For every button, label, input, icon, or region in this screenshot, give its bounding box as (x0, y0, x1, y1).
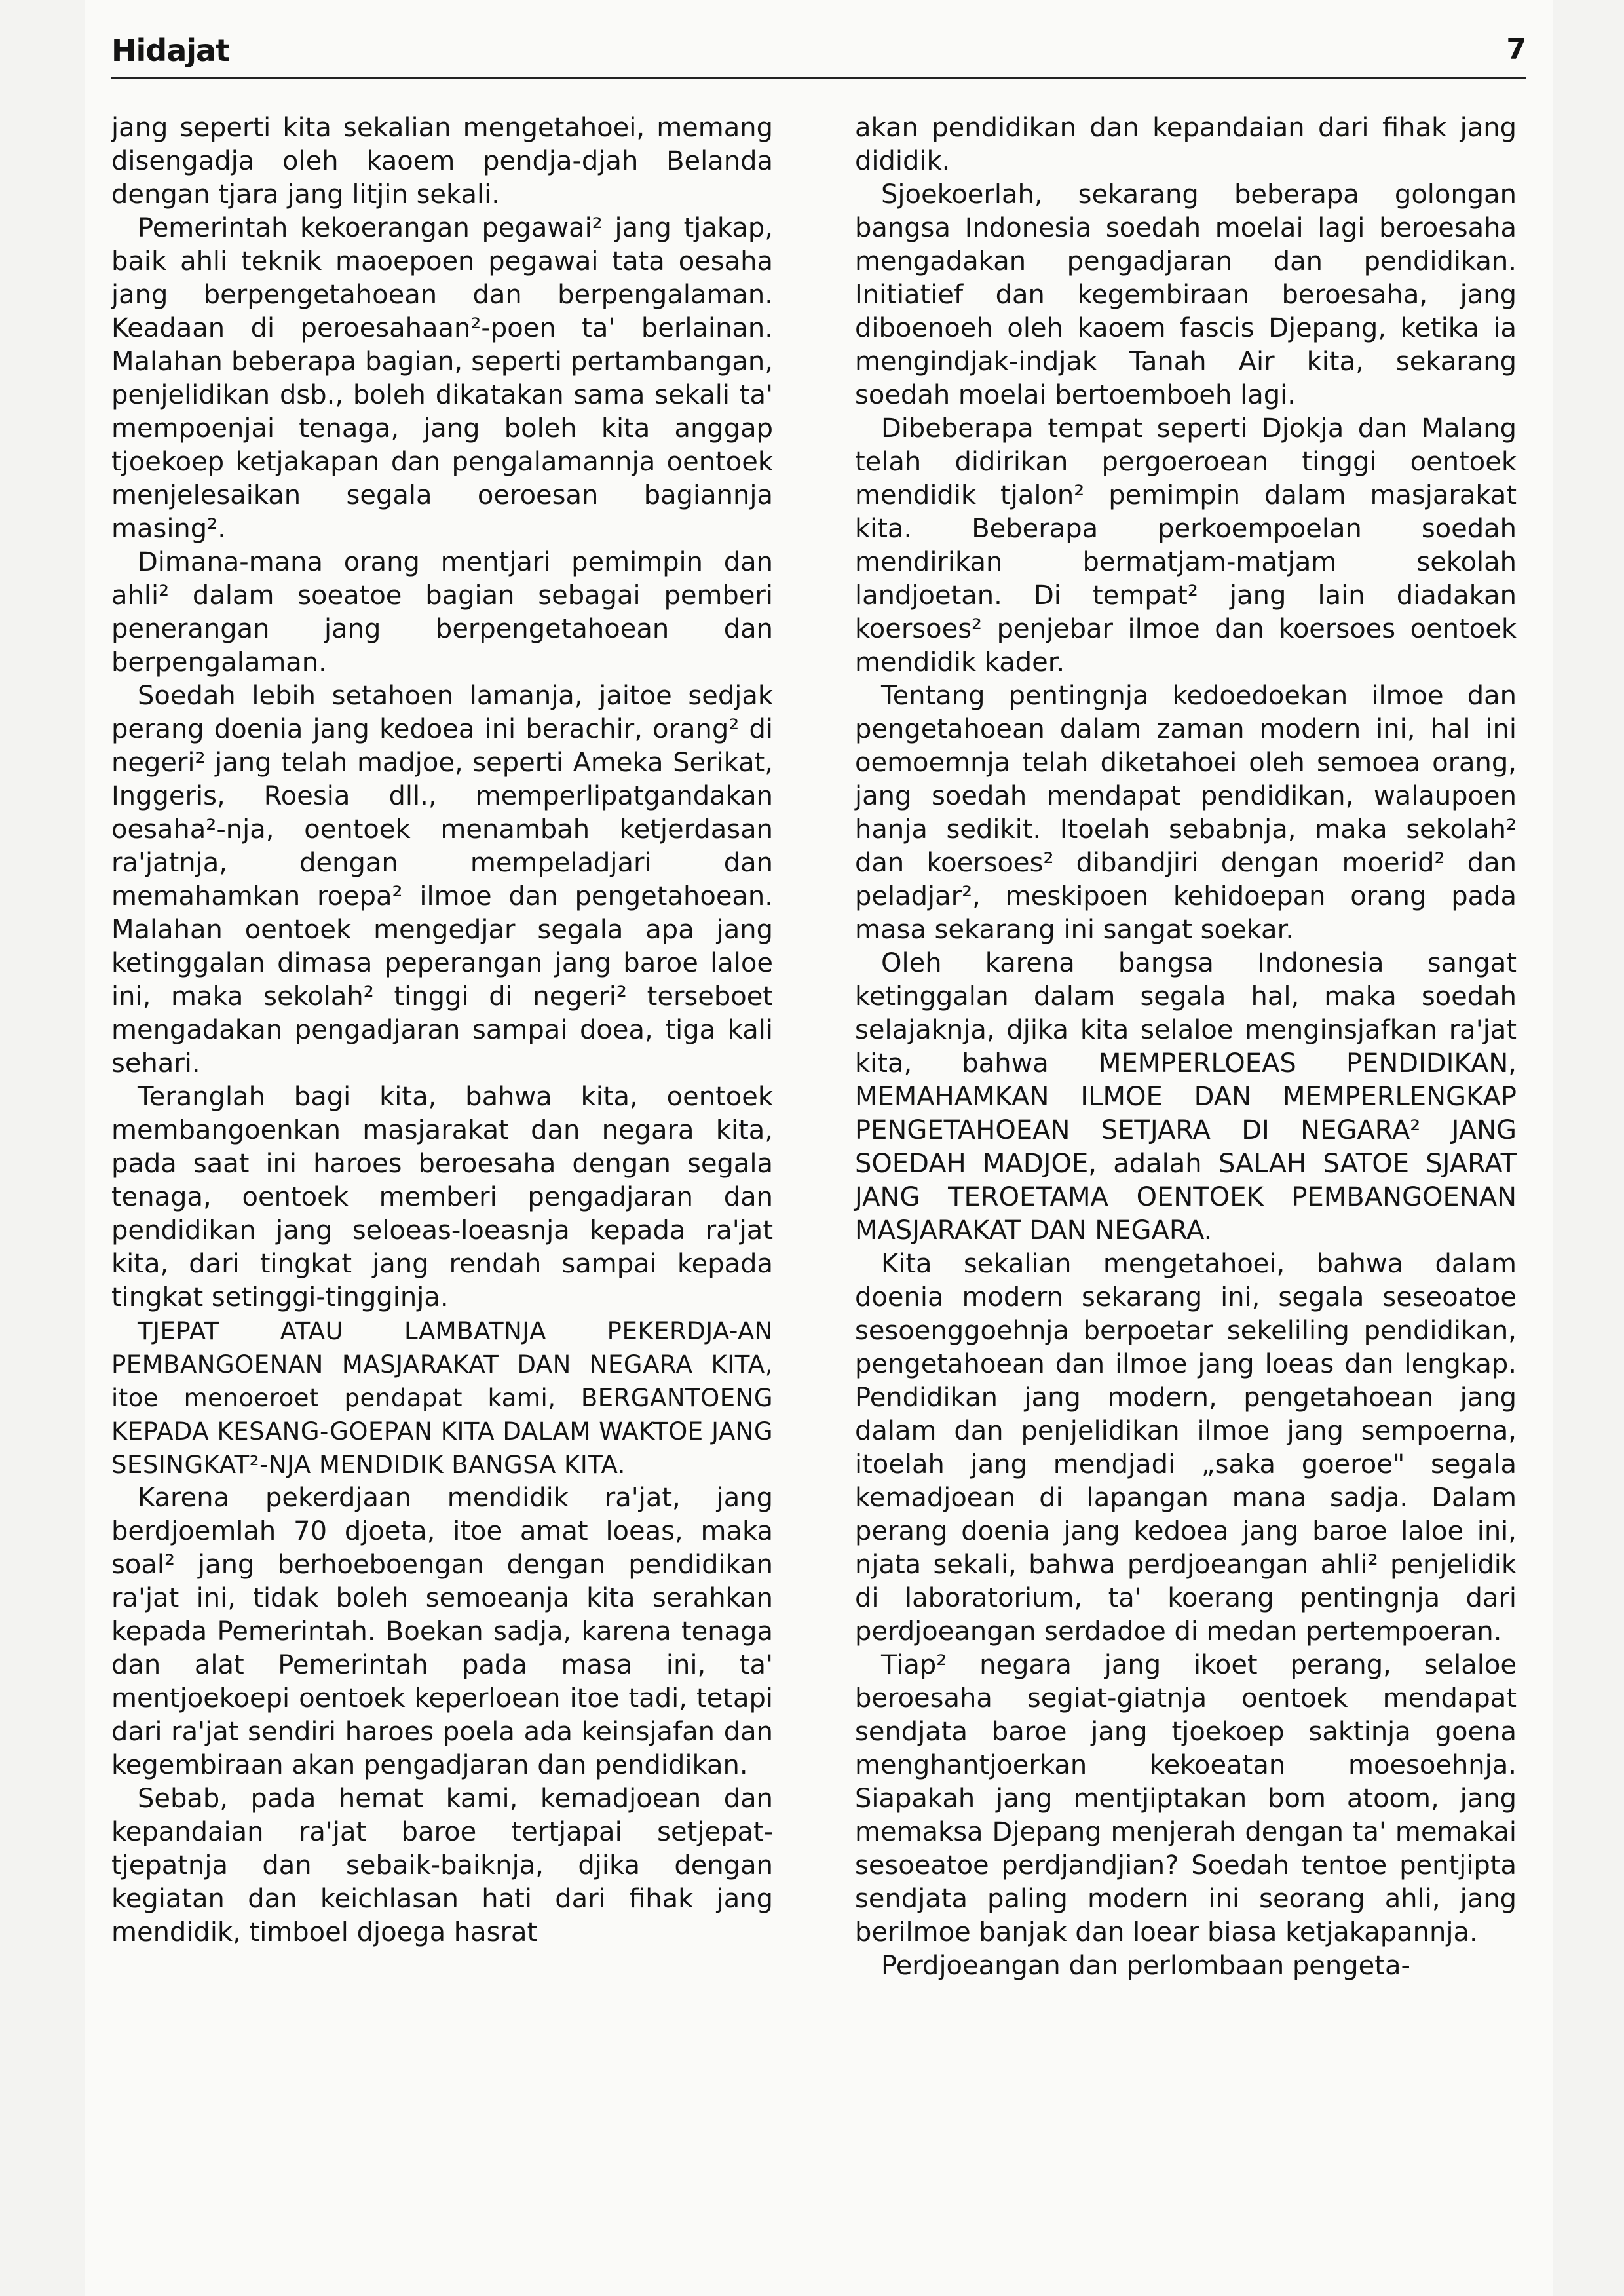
paragraph: Pemerintah kekoerangan pegawai² jang tjakap, baik ahli teknik maoepoen pegawai tata oesaha jang berpengetahoean dan berpengalaman. Keadaan di peroesahaan²-poen ta' berlainan. Malahan beberapa bagian, seperti pertambangan, penjelidikan dsb., boleh dikatakan sama sekali ta' mempoenjai tenaga, jang boleh kita anggap tjoekoep ketjakapan dan pengalamannja oentoek menjelesaikan segala oeroesan bagiannja masing². (111, 213, 773, 544)
paragraph: Tentang pentingnja kedoedoekan ilmoe dan pengetahoean dalam zaman modern ini, hal ini oemoemnja telah diketahoei oleh semoea orang, jang soedah mendapat pendidikan, walaupoen hanja sedikit. Itoelah sebabnja, maka sekolah² dan koersoes² dibandjiri dengan moerid² dan peladjar², meskipoen kehidoepan orang pada masa sekarang ini sangat soekar. (855, 681, 1517, 945)
header-rule (111, 77, 1526, 79)
paragraph: Sebab, pada hemat kami, kemadjoean dan kepandaian ra'jat baroe tertjapai setjepat-tjepatnja dan sebaik-baiknja, djika dengan kegiatan dan keichlasan hati dari fihak jang mendidik, timboel djoega hasrat (111, 1784, 773, 1947)
paragraph: Kita sekalian mengetahoei, bahwa dalam doenia modern sekarang ini, segala seseoatoe sesoenggoehnja berpoetar sekeliling pendidikan, pengetahoean dan ilmoe jang loeas dan lengkap. Pendidikan jang modern, pengetahoean jang dalam dan penjelidikan ilmoe jang sempoerna, itoelah jang mendjadi „saka goeroe" segala kemadjoean di lapangan mana sadja. Dalam perang doenia jang kedoea jang baroe laloe ini, njata sekali, bahwa perdjoeangan ahli² penjelidik di laboratorium, ta' koerang pentingnja dari perdjoeangan serdadoe di medan pertempoeran. (855, 1249, 1517, 1647)
page-number: 7 (1506, 33, 1526, 66)
paragraph: akan pendidikan dan kepandaian dari fihak jang dididik. (855, 113, 1517, 176)
page-header (111, 33, 1526, 79)
paragraph: jang seperti kita sekalian mengetahoei, memang disengadja oleh kaoem pendja-djah Belanda dengan tjara jang litjin sekali. (111, 113, 773, 210)
publication-title: Hidajat (111, 33, 230, 68)
paragraph: Karena pekerdjaan mendidik ra'jat, jang berdjoemlah 70 djoeta, itoe amat loeas, maka soal² jang berhoeboengan dengan pendidikan ra'jat ini, tidak boleh semoeanja kita serahkan kepada Pemerintah. Boekan sadja, karena tenaga dan alat Pemerintah pada masa ini, ta' mentjoekoepi oentoek keperloean itoe tadi, tetapi dari ra'jat sendiri haroes poela ada keinsjafan dan kegembiraan akan pengadjaran dan pendidikan. (111, 1483, 773, 1780)
left-column (111, 111, 773, 1949)
paragraph: Perdjoeangan dan perlombaan pengeta- (881, 1951, 1410, 1981)
paragraph: Dibeberapa tempat seperti Djokja dan Malang telah didirikan pergoeroean tinggi oentoek mendidik tjalon² pemimpin dalam masjarakat kita. Beberapa perkoempoelan soedah mendirikan bermatjam-matjam sekolah landjoetan. Di tempat² jang lain diadakan koersoes² penjebar ilmoe dan koersoes oentoek mendidik kader. (855, 413, 1517, 678)
paragraph: Sjoekoerlah, sekarang beberapa golongan bangsa Indonesia soedah moelai lagi beroesaha mengadakan pengadjaran dan pendidikan. Initiatief dan kegembiraan beroesaha, jang diboenoeh oleh kaoem fascis Djepang, ketika ia mengindjak-indjak Tanah Air kita, sekarang soedah moelai bertoemboeh lagi. (855, 180, 1517, 410)
paragraph: Oleh karena bangsa Indonesia sangat ketinggalan dalam segala hal, maka soedah selajaknja, djika kita selaloe menginsjafkan ra'jat kita, bahwa MEMPERLOEAS PENDIDIKAN, MEMAHAMKAN ILMOE DAN MEMPERLENGKAP PENGETAHOEAN SETJARA DI NEGARA² JANG SOEDAH MADJOE, adalah SALAH SATOE SJARAT JANG TEROETAMA OENTOEK PEMBANGOENAN MASJARAKAT DAN NEGARA. (855, 948, 1517, 1246)
paragraph: Tiap² negara jang ikoet perang, selaloe beroesaha segiat-giatnja oentoek mendapat sendjata baroe jang tjoekoep saktinja goena menghantjoerkan kekoeatan moesoehnja. Siapakah jang mentjiptakan bom atoom, jang memaksa Djepang menjerah dengan ta' memakai sesoeatoe perdjandjian? Soedah tentoe pentjipta sendjata paling modern ini seorang ahli, jang berilmoe banjak dan loear biasa ketjakapannja. (855, 1650, 1517, 1947)
paragraph: Teranglah bagi kita, bahwa kita, oentoek membangoenkan masjarakat dan negara kita, pada saat ini haroes beroesaha dengan segala tenaga, oentoek memberi pengadjaran dan pendidikan jang seloeas-loeasnja kepada ra'jat kita, dari tingkat jang rendah sampai kepada tingkat setinggi-tingginja. (111, 1082, 773, 1312)
paragraph: Soedah lebih setahoen lamanja, jaitoe sedjak perang doenia jang kedoea ini berachir, orang² di negeri² jang telah madjoe, seperti Ameka Serikat, Inggeris, Roesia dll., memperlipatgandakan oesaha²-nja, oentoek menambah ketjerdasan ra'jatnja, dengan mempeladjari dan memahamkan roepa² ilmoe dan pengetahoean. Malahan oentoek mengedjar segala apa jang ketinggalan dimasa peperangan jang baroe laloe ini, maka sekolah² tinggi di negeri² terseboet mengadakan pengadjaran sampai doea, tiga kali sehari. (111, 681, 773, 1079)
emphasis-paragraph: TJEPAT ATAU LAMBATNJA PEKERDJA-AN PEMBANGOENAN MASJARAKAT DAN NEGARA KITA, itoe menoeroet pendapat kami, BERGANTOENG KEPADA KESANG-GOEPAN KITA DALAM WAKTOE JANG SESINGKAT²-NJA MENDIDIK BANGSA KITA. (111, 1317, 773, 1479)
right-column (855, 111, 1517, 1983)
paragraph: Dimana-mana orang mentjari pemimpin dan ahli² dalam soeatoe bagian sebagai pemberi penerangan jang berpengetahoean dan berpengalaman. (111, 547, 773, 678)
